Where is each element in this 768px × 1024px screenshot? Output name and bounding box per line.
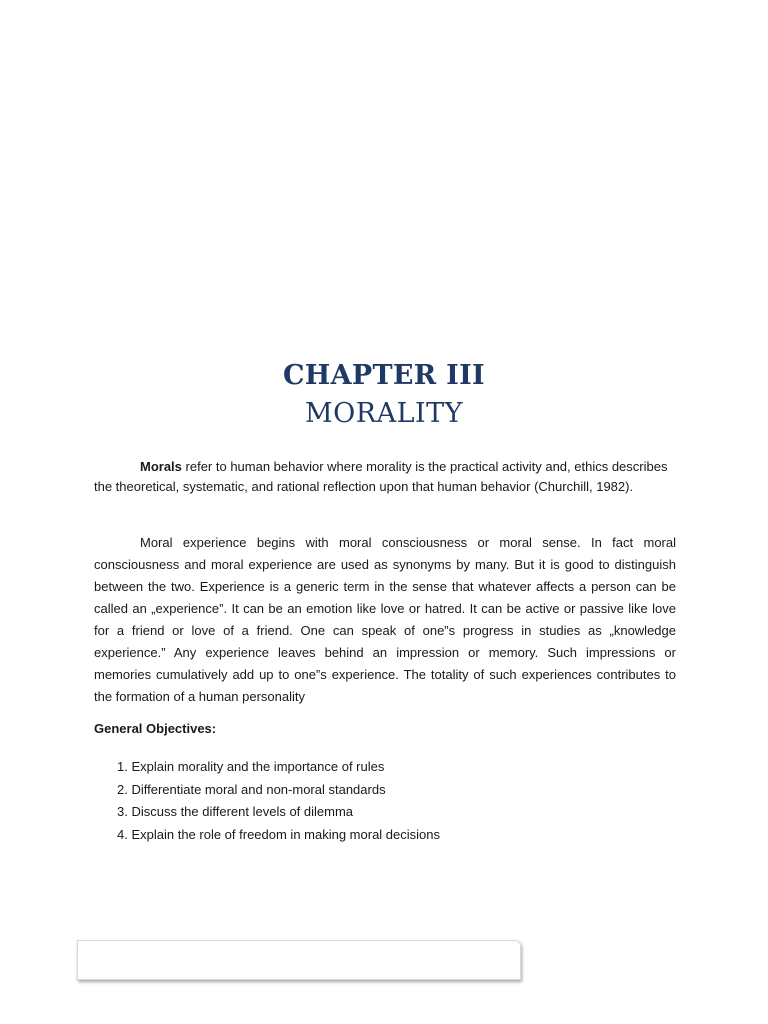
paragraph-moral-experience (94, 532, 676, 708)
chapter-title: CHAPTER III (283, 360, 485, 391)
morals-term: Morals (140, 459, 182, 474)
morals-definition-text: refer to human behavior where morality is the practical activity and, ethics describes the theoretical, systematic, and rational reflection upon that human behavior (Churchill, 1982). (94, 459, 668, 494)
chapter-subtitle: MORALITY (304, 398, 464, 429)
list-item: 2. Differentiate moral and non-moral standards (117, 781, 386, 797)
paragraph-morals-definition (94, 457, 676, 497)
footer-box (77, 940, 521, 980)
list-item: 1. Explain morality and the importance of rules (117, 759, 385, 774)
objectives-list (117, 756, 440, 846)
list-item: 4. Explain the role of freedom in making moral decisions (117, 826, 440, 842)
objectives-heading: General Objectives: (94, 721, 217, 736)
moral-experience-text: Moral experience begins with moral consciousness or moral sense. In fact moral consciousness and moral experience are used as synonyms by many. But it is good to distinguish between the two. Experience is a generic term in the sense that whatever affects a person can be called an „experience”. It can be an emotion like love or hatred. It can be active or passive like love for a friend or love of a friend. One can speak of one”s progress in studies as „knowledge experience.” Any experience leaves behind an impression or memory. Such impressions or memories cumulatively add up to one”s experience. The totality of such experiences contributes to the formation of a human personality (94, 535, 676, 704)
list-item: 3. Discuss the different levels of dilemma (117, 804, 354, 820)
